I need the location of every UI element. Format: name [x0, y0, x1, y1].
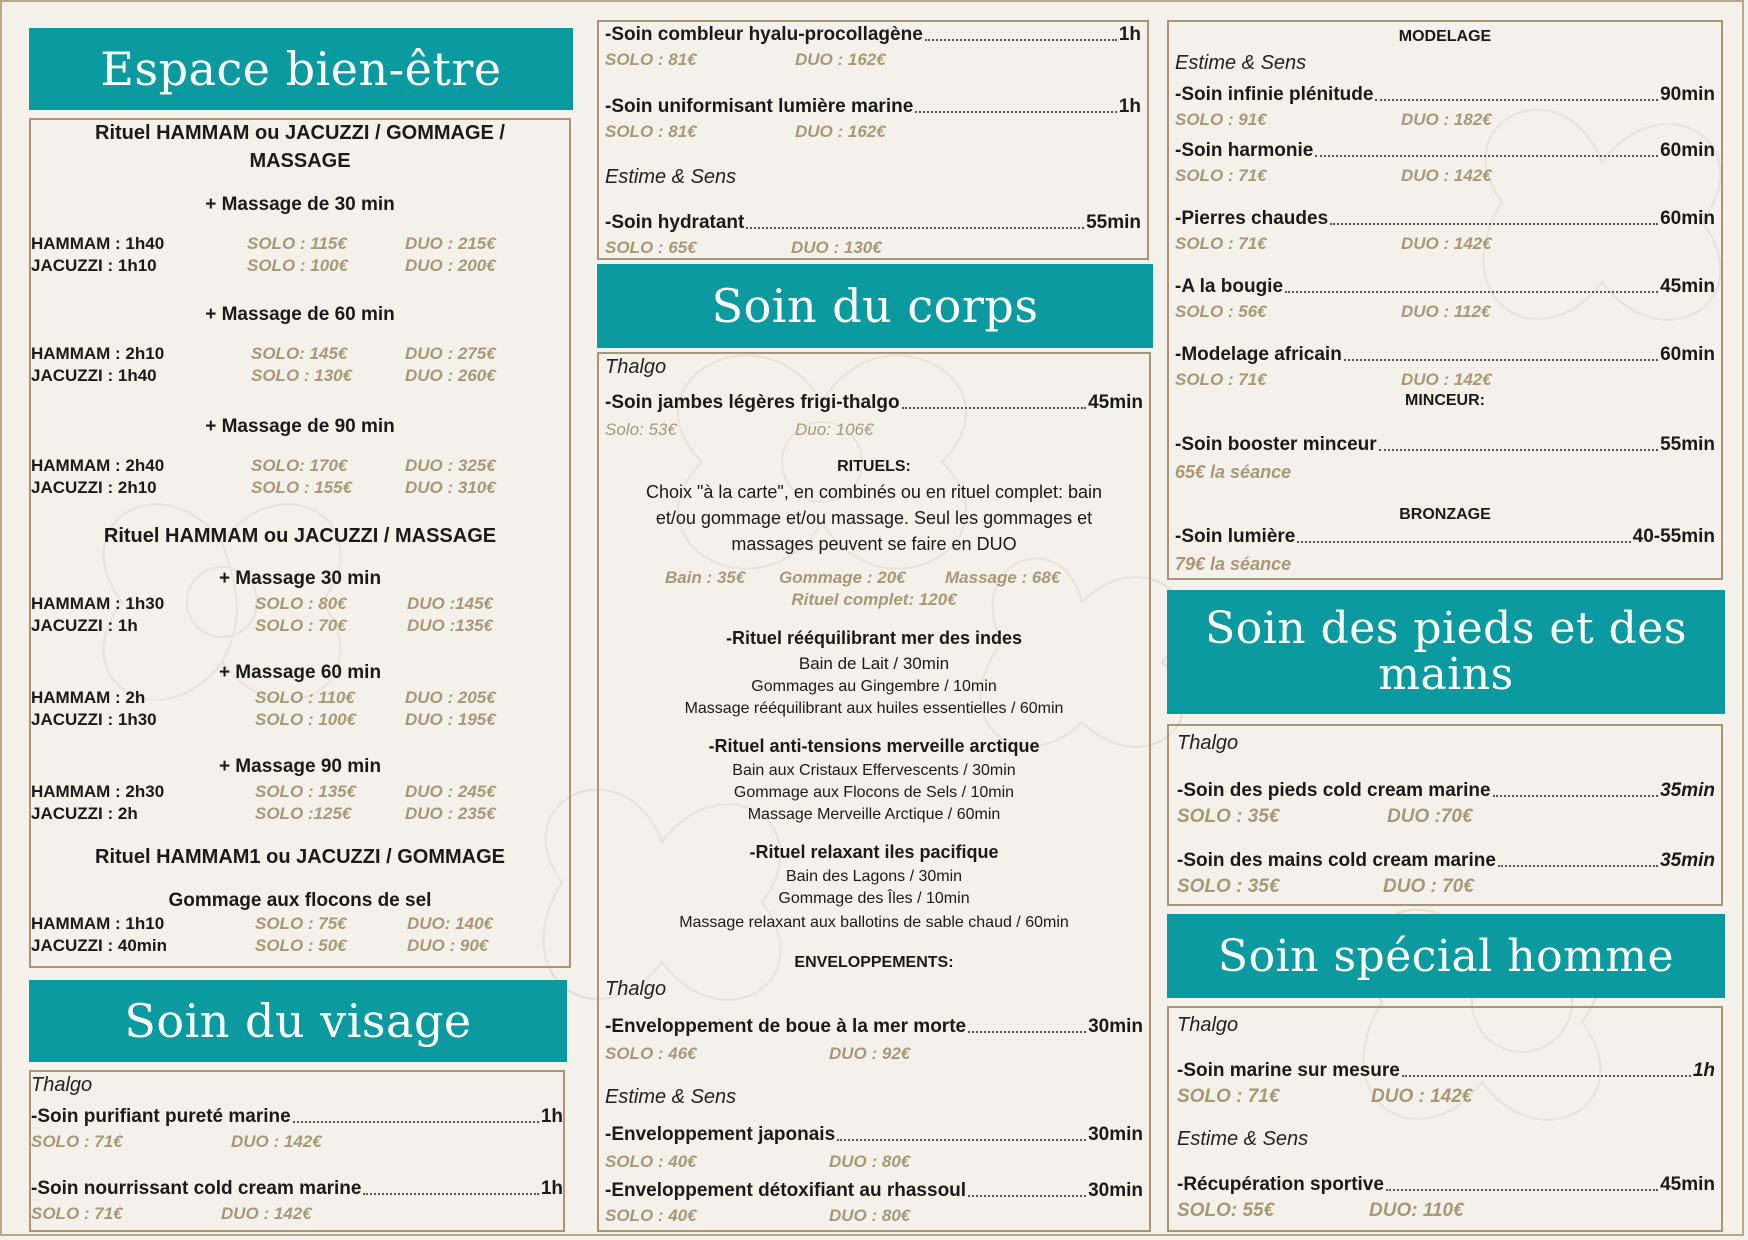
- visage-item1-duration: 1h: [540, 1106, 563, 1127]
- ritual1-group2-row1-duo: DUO : 275€: [405, 344, 496, 363]
- rituels-price-massage: Massage : 68€: [945, 568, 1061, 587]
- corps-box: [597, 352, 1151, 1232]
- ritual2-group2-row2-label: JACUZZI : 1h30: [31, 710, 157, 729]
- env-rhassoul-duo: DUO : 80€: [829, 1206, 911, 1225]
- env-boue-item: [605, 1016, 1143, 1038]
- ritual1-group3-row1-label: HAMMAM : 2h40: [31, 456, 165, 475]
- pieds-item1-duo: DUO :70€: [1387, 806, 1473, 827]
- ritual1-title-line1: Rituel HAMMAM ou JACUZZI / GOMMAGE /: [95, 122, 505, 144]
- rituels-price-bain: Bain : 35€: [665, 568, 746, 587]
- modelage-item3-solo: SOLO : 71€: [1175, 234, 1267, 253]
- visage-item2-duo: DUO : 142€: [221, 1204, 312, 1223]
- homme-box: [1167, 1006, 1723, 1232]
- ritual1-group3-row1-duo: DUO : 325€: [405, 456, 496, 475]
- ritual3-row2-duo: DUO : 90€: [407, 936, 489, 955]
- jambes-solo: Solo: 53€: [605, 420, 677, 439]
- rituels-desc-line2: et/ou gommage et/ou massage. Seul les gommages et: [655, 508, 1093, 528]
- modelage-heading: MODELAGE: [1398, 28, 1492, 45]
- ritual1-group3-row2-label: JACUZZI : 2h10: [31, 478, 157, 497]
- pieds-item2: [1177, 850, 1715, 872]
- rituels-heading: RITUELS:: [837, 458, 911, 475]
- pieds-item1-solo: SOLO : 35€: [1177, 806, 1280, 827]
- visage-item1-duo: DUO : 142€: [231, 1132, 322, 1151]
- ritual1-group3-row2-solo: SOLO : 155€: [251, 478, 353, 497]
- ritual1-group2-row1-solo: SOLO: 145€: [251, 344, 348, 363]
- ritual2-group2-row1-solo: SOLO : 110€: [255, 688, 355, 707]
- modelage-item1-label: -Soin infinie plénitude: [1175, 84, 1374, 105]
- pieds-item2-duration: 35min: [1660, 850, 1715, 871]
- visage-continued-box: [597, 20, 1149, 260]
- modelage-item4-label: -A la bougie: [1175, 276, 1284, 297]
- ritual1-group1-row1-solo: SOLO : 115€: [247, 234, 347, 253]
- ritual2-group1-row2-solo: SOLO : 70€: [255, 616, 347, 635]
- ritual2-group3-row1-duo: DUO : 245€: [405, 782, 496, 801]
- env-japonais-solo: SOLO : 40€: [605, 1152, 697, 1171]
- ritual3-row1-solo: SOLO : 75€: [255, 914, 347, 933]
- modelage-item1-solo: SOLO : 91€: [1175, 110, 1267, 129]
- visage-item1: [31, 1106, 563, 1128]
- ritual3-title: Rituel HAMMAM1 ou JACUZZI / GOMMAGE: [95, 846, 505, 868]
- bronzage-duration: 40-55min: [1632, 526, 1715, 547]
- rituels-price-gommage: Gommage : 20€: [779, 568, 906, 587]
- visage-box: [29, 1070, 565, 1232]
- homme-item1: [1177, 1060, 1715, 1082]
- ritual1-group1-row2-label: JACUZZI : 1h10: [31, 256, 157, 275]
- top-item3-solo: SOLO : 65€: [605, 238, 697, 257]
- env-japonais-duo: DUO : 80€: [829, 1152, 911, 1171]
- visage-item2-duration: 1h: [540, 1178, 563, 1199]
- ritual2-group1-heading: + Massage 30 min: [218, 568, 382, 589]
- modelage-item5: [1175, 344, 1715, 366]
- soin-homme-title: Soin spécial homme: [1217, 930, 1675, 982]
- ritual3-row1-duo: DUO: 140€: [407, 914, 493, 933]
- modelage-item5-label: -Modelage africain: [1175, 344, 1342, 365]
- env-japonais-label: -Enveloppement japonais: [605, 1124, 836, 1145]
- soin-visage-banner: [29, 980, 567, 1062]
- ritual2-group2-row1-label: HAMMAM : 2h: [31, 688, 146, 707]
- ritual2-group2-row2-solo: SOLO : 100€: [255, 710, 357, 729]
- espace-bien-etre-title: Espace bien-être: [100, 42, 502, 96]
- enveloppements-heading: ENVELOPPEMENTS:: [794, 954, 954, 971]
- ritual-arctique-title: -Rituel anti-tensions merveille arctique: [708, 736, 1040, 756]
- modelage-item2-duo: DUO : 142€: [1401, 166, 1492, 185]
- ritual1-group3-heading: + Massage de 90 min: [205, 416, 395, 437]
- modelage-item5-solo: SOLO : 71€: [1175, 370, 1267, 389]
- homme-item2-solo: SOLO: 55€: [1177, 1200, 1275, 1221]
- rituals-box: [29, 118, 571, 968]
- ritual1-group2-row2-solo: SOLO : 130€: [251, 366, 353, 385]
- modelage-brand: Estime & Sens: [1175, 52, 1307, 74]
- top-brand: Estime & Sens: [605, 166, 737, 188]
- visage-brand: Thalgo: [31, 1074, 93, 1096]
- modelage-item2-label: -Soin harmonie: [1175, 140, 1314, 161]
- ritual-pacifique-line3: Massage relaxant aux ballotins de sable chaud / 60min: [679, 914, 1069, 931]
- ritual-mer-des-indes-title: -Rituel rééquilibrant mer des indes: [725, 628, 1023, 648]
- homme-brand-estime: Estime & Sens: [1177, 1128, 1309, 1150]
- top-item2-label: -Soin uniformisant lumière marine: [605, 96, 914, 117]
- ritual-pacifique-line1: Bain des Lagons / 30min: [785, 868, 963, 885]
- soin-pieds-title-line2: mains: [1378, 649, 1514, 700]
- modelage-item5-duration: 60min: [1660, 344, 1715, 365]
- espace-bien-etre-banner: [29, 28, 573, 110]
- ritual1-group1-row2-solo: SOLO : 100€: [247, 256, 349, 275]
- ritual-arctique-line3: Massage Merveille Arctique / 60min: [747, 806, 1001, 823]
- ritual3-heading: Gommage aux flocons de sel: [168, 890, 432, 911]
- visage-item2-label: -Soin nourrissant cold cream marine: [31, 1178, 362, 1199]
- ritual1-group1-row1-duo: DUO : 215€: [405, 234, 496, 253]
- top-item1-duration: 1h: [1118, 24, 1141, 45]
- soin-visage-title: Soin du visage: [124, 994, 472, 1048]
- modelage-item3-duo: DUO : 142€: [1401, 234, 1492, 253]
- jambes-duration: 45min: [1088, 392, 1143, 413]
- ritual1-group1-row2-duo: DUO : 200€: [405, 256, 496, 275]
- ritual1-group1-row1-label: HAMMAM : 1h40: [31, 234, 165, 253]
- modelage-item4-duration: 45min: [1660, 276, 1715, 297]
- modelage-item1-duration: 90min: [1660, 84, 1715, 105]
- modelage-item3: [1175, 208, 1715, 230]
- modelage-item4-solo: SOLO : 56€: [1175, 302, 1267, 321]
- ritual1-group1-heading: + Massage de 30 min: [205, 194, 395, 215]
- pieds-item2-duo: DUO : 70€: [1383, 876, 1474, 897]
- top-item3-duration: 55min: [1086, 212, 1141, 233]
- visage-item1-solo: SOLO : 71€: [31, 1132, 123, 1151]
- top-item1-label: -Soin combleur hyalu-procollagène: [605, 24, 923, 45]
- ritual2-group3-row2-duo: DUO : 235€: [405, 804, 496, 823]
- env-rhassoul-item: [605, 1180, 1143, 1202]
- homme-item1-duration: 1h: [1692, 1060, 1715, 1081]
- ritual2-title: Rituel HAMMAM ou JACUZZI / MASSAGE: [103, 525, 497, 547]
- env-rhassoul-solo: SOLO : 40€: [605, 1206, 697, 1225]
- jambes-item: [605, 392, 1143, 414]
- soin-corps-banner: [597, 264, 1153, 348]
- modelage-item2-solo: SOLO : 71€: [1175, 166, 1267, 185]
- ritual1-group3-row1-solo: SOLO: 170€: [251, 456, 348, 475]
- ritual-mer-des-indes-line2: Gommages au Gingembre / 10min: [751, 678, 997, 695]
- env-brand-thalgo: Thalgo: [605, 978, 667, 1000]
- env-boue-solo: SOLO : 46€: [605, 1044, 697, 1063]
- jambes-label: -Soin jambes légères frigi-thalgo: [605, 392, 900, 413]
- pieds-item1: [1177, 780, 1715, 802]
- bronzage-label: -Soin lumière: [1175, 526, 1296, 547]
- corps-brand: Thalgo: [605, 356, 667, 378]
- pieds-item1-duration: 35min: [1660, 780, 1715, 801]
- top-item1-solo: SOLO : 81€: [605, 50, 697, 69]
- minceur-heading: MINCEUR:: [1405, 392, 1485, 409]
- top-item2-solo: SOLO : 81€: [605, 122, 697, 141]
- top-item1: [605, 24, 1141, 46]
- ritual2-group3-heading: + Massage 90 min: [218, 756, 382, 777]
- minceur-duration: 55min: [1660, 434, 1715, 455]
- soin-homme-banner: [1167, 914, 1725, 998]
- modelage-item2: [1175, 140, 1715, 162]
- ritual1-title-line2: MASSAGE: [249, 150, 351, 172]
- ritual2-group2-row2-duo: DUO : 195€: [405, 710, 496, 729]
- ritual2-group1-row1-duo: DUO :145€: [407, 594, 493, 613]
- env-brand-estime: Estime & Sens: [605, 1086, 737, 1108]
- ritual-arctique-line1: Bain aux Cristaux Effervescents / 30min: [732, 762, 1016, 779]
- soin-corps-title: Soin du corps: [711, 279, 1039, 333]
- visage-item1-label: -Soin purifiant pureté marine: [31, 1106, 291, 1127]
- homme-item1-duo: DUO : 142€: [1371, 1086, 1473, 1107]
- rituels-desc-line1: Choix "à la carte", en combinés ou en rituel complet: bain: [645, 482, 1103, 502]
- modelage-item3-duration: 60min: [1660, 208, 1715, 229]
- top-item3: [605, 212, 1141, 234]
- rituels-price-complet: Rituel complet: 120€: [791, 590, 957, 609]
- top-item2-duration: 1h: [1118, 96, 1141, 117]
- pieds-item1-label: -Soin des pieds cold cream marine: [1177, 780, 1491, 801]
- env-boue-duo: DUO : 92€: [829, 1044, 911, 1063]
- homme-item1-label: -Soin marine sur mesure: [1177, 1060, 1400, 1081]
- modelage-item2-duration: 60min: [1660, 140, 1715, 161]
- top-item2-duo: DUO : 162€: [795, 122, 886, 141]
- modelage-item1-duo: DUO : 182€: [1401, 110, 1492, 129]
- homme-item2: [1177, 1174, 1715, 1196]
- homme-item2-label: -Récupération sportive: [1177, 1174, 1384, 1195]
- env-japonais-item: [605, 1124, 1143, 1146]
- modelage-item3-label: -Pierres chaudes: [1175, 208, 1329, 229]
- soin-pieds-title-line1: Soin des pieds et des: [1205, 603, 1687, 654]
- homme-item1-solo: SOLO : 71€: [1177, 1086, 1280, 1107]
- visage-item2: [31, 1178, 563, 1200]
- ritual2-group3-row1-solo: SOLO : 135€: [255, 782, 357, 801]
- homme-item2-duo: DUO: 110€: [1369, 1200, 1464, 1221]
- modelage-item5-duo: DUO : 142€: [1401, 370, 1492, 389]
- ritual1-group3-row2-duo: DUO : 310€: [405, 478, 496, 497]
- homme-brand-thalgo: Thalgo: [1177, 1014, 1239, 1036]
- ritual-pacifique-line2: Gommage des Îles / 10min: [778, 890, 970, 907]
- soin-pieds-banner: [1167, 590, 1725, 714]
- top-item3-duo: DUO : 130€: [791, 238, 882, 257]
- homme-item2-duration: 45min: [1660, 1174, 1715, 1195]
- top-item1-duo: DUO : 162€: [795, 50, 886, 69]
- modelage-item4-duo: DUO : 112€: [1401, 302, 1491, 321]
- ritual1-group2-row2-duo: DUO : 260€: [405, 366, 496, 385]
- minceur-item: [1175, 434, 1715, 456]
- pieds-item2-label: -Soin des mains cold cream marine: [1177, 850, 1496, 871]
- ritual1-group2-row1-label: HAMMAM : 2h10: [31, 344, 165, 363]
- bronzage-price: 79€ la séance: [1175, 554, 1292, 574]
- env-japonais-duration: 30min: [1088, 1124, 1143, 1145]
- modelage-item1: [1175, 84, 1715, 106]
- env-boue-label: -Enveloppement de boue à la mer morte: [605, 1016, 967, 1037]
- bronzage-item: [1175, 526, 1715, 548]
- ritual-mer-des-indes-line3: Massage rééquilibrant aux huiles essentielles / 60min: [684, 700, 1064, 717]
- ritual2-group1-row2-duo: DUO :135€: [407, 616, 493, 635]
- rituels-desc-line3: massages peuvent se faire en DUO: [731, 534, 1017, 554]
- top-item3-label: -Soin hydratant: [605, 212, 745, 233]
- pieds-box: [1167, 724, 1723, 906]
- env-rhassoul-duration: 30min: [1088, 1180, 1143, 1201]
- ritual2-group2-row1-duo: DUO : 205€: [405, 688, 496, 707]
- ritual2-group3-row2-solo: SOLO :125€: [255, 804, 352, 823]
- env-rhassoul-label: -Enveloppement détoxifiant au rhassoul: [605, 1180, 967, 1201]
- ritual2-group3-row2-label: JACUZZI : 2h: [31, 804, 138, 823]
- ritual3-row2-label: JACUZZI : 40min: [31, 936, 168, 955]
- modelage-box: [1167, 20, 1723, 580]
- ritual1-group2-row2-label: JACUZZI : 1h40: [31, 366, 157, 385]
- ritual3-row1-label: HAMMAM : 1h10: [31, 914, 165, 933]
- top-item2: [605, 96, 1141, 118]
- ritual2-group1-row1-solo: SOLO : 80€: [255, 594, 347, 613]
- bronzage-heading: BRONZAGE: [1399, 506, 1491, 523]
- ritual-mer-des-indes-line1: Bain de Lait / 30min: [798, 654, 950, 673]
- ritual2-group1-row1-label: HAMMAM : 1h30: [31, 594, 165, 613]
- visage-item2-solo: SOLO : 71€: [31, 1204, 123, 1223]
- ritual3-row2-solo: SOLO : 50€: [255, 936, 347, 955]
- jambes-duo: Duo: 106€: [795, 420, 874, 439]
- modelage-item4: [1175, 276, 1715, 298]
- minceur-label: -Soin booster minceur: [1175, 434, 1377, 455]
- env-boue-duration: 30min: [1088, 1016, 1143, 1037]
- ritual1-group2-heading: + Massage de 60 min: [205, 304, 395, 325]
- ritual2-group1-row2-label: JACUZZI : 1h: [31, 616, 138, 635]
- pieds-item2-solo: SOLO : 35€: [1177, 876, 1280, 897]
- minceur-price: 65€ la séance: [1175, 462, 1292, 482]
- ritual-arctique-line2: Gommage aux Flocons de Sels / 10min: [733, 784, 1015, 801]
- ritual2-group3-row1-label: HAMMAM : 2h30: [31, 782, 165, 801]
- ritual2-group2-heading: + Massage 60 min: [218, 662, 382, 683]
- pieds-brand: Thalgo: [1177, 732, 1239, 754]
- ritual-pacifique-title: -Rituel relaxant iles pacifique: [749, 842, 999, 862]
